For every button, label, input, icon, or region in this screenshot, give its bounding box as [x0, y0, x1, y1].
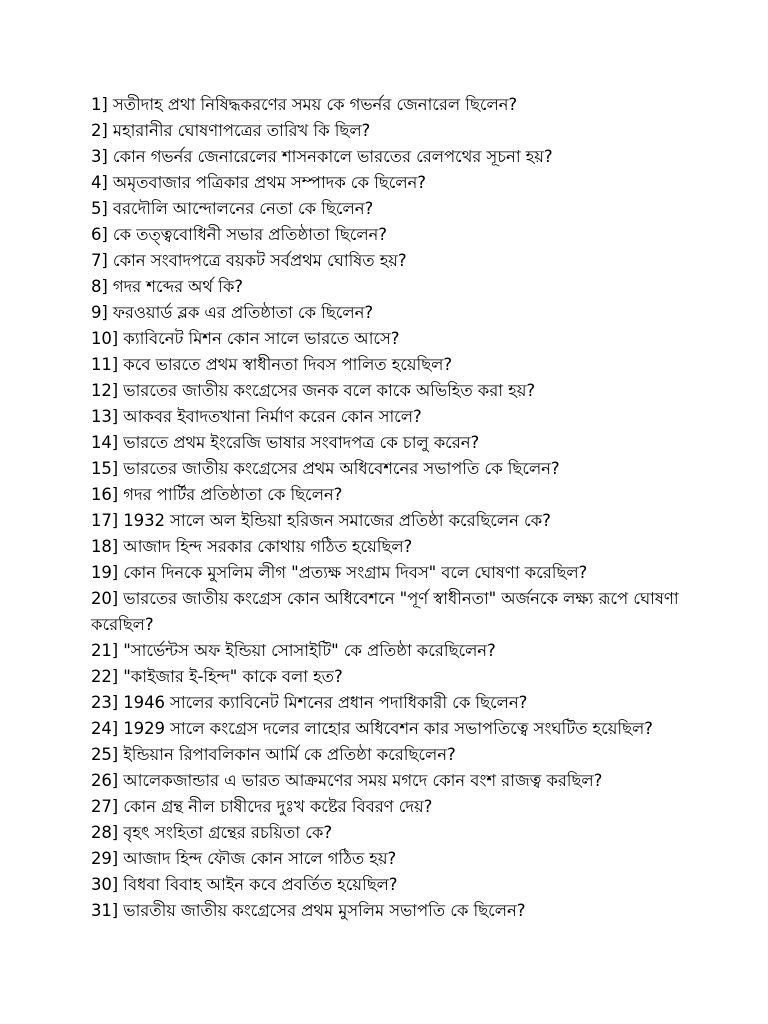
question-item: 3] কোন গভর্নর জেনারেলের শাসনকালে ভারতের রেলপথের সূচনা হয়? [91, 147, 553, 166]
question-list [91, 92, 691, 924]
question-item: 24] 1929 সালে কংগ্রেস দলের লাহোর অধিবেশন কার সভাপতিত্বে সংঘটিত হয়েছিল? [91, 719, 653, 738]
question-item: 20] ভারতের জাতীয় কংগ্রেস কোন অধিবেশনে "পূর্ণ স্বাধীনতা" অর্জনকে লক্ষ্য রূপে ঘোষণা করেছিল? [91, 589, 679, 634]
question-item: 5] বরদৌলি আন্দোলনের নেতা কে ছিলেন? [91, 199, 374, 218]
question-item: 23] 1946 সালের ক্যাবিনেট মিশনের প্রধান পদাধিকারী কে ছিলেন? [91, 693, 528, 712]
question-item: 4] অমৃতবাজার পত্রিকার প্রথম সম্পাদক কে ছিলেন? [91, 173, 426, 192]
question-item: 18] আজাদ হিন্দ সরকার কোথায় গঠিত হয়েছিল? [91, 537, 413, 556]
question-item: 28] বৃহৎ সংহিতা গ্রন্থের রচয়িতা কে? [91, 823, 332, 842]
question-item: 17] 1932 সালে অল ইন্ডিয়া হরিজন সমাজের প্রতিষ্ঠা করেছিলেন কে? [91, 511, 551, 530]
question-item: 27] কোন গ্রন্থ নীল চাষীদের দুঃখ কষ্টের বিবরণ দেয়? [91, 797, 433, 816]
question-item: 22] "কাইজার ই-হিন্দ" কাকে বলা হত? [91, 667, 343, 686]
question-item: 14] ভারতে প্রথম ইংরেজি ভাষার সংবাদপত্র কে চালু করেন? [91, 433, 480, 452]
question-item: 9] ফরওয়ার্ড ব্লক এর প্রতিষ্ঠাতা কে ছিলেন? [91, 303, 374, 322]
question-item: 13] আকবর ইবাদতখানা নির্মাণ করেন কোন সালে? [91, 407, 422, 426]
question-item: 30] বিধবা বিবাহ আইন কবে প্রবর্তিত হয়েছিল? [91, 875, 398, 894]
question-item: 8] গদর শব্দের অর্থ কি? [91, 277, 243, 296]
question-item: 2] মহারানীর ঘোষণাপত্রের তারিখ কি ছিল? [91, 121, 371, 140]
question-item: 31] ভারতীয় জাতীয় কংগ্রেসের প্রথম মুসলিম সভাপতি কে ছিলেন? [91, 901, 526, 920]
question-item: 7] কোন সংবাদপত্রে বয়কট সর্বপ্রথম ঘোষিত হয়? [91, 251, 407, 270]
question-item: 21] "সার্ভেন্টস অফ ইন্ডিয়া সোসাইটি" কে প্রতিষ্ঠা করেছিলেন? [91, 641, 496, 660]
question-item: 29] আজাদ হিন্দ ফৌজ কোন সালে গঠিত হয়? [91, 849, 397, 868]
question-item: 10] ক্যাবিনেট মিশন কোন সালে ভারতে আসে? [91, 329, 400, 348]
question-item: 25] ইন্ডিয়ান রিপাবলিকান আর্মি কে প্রতিষ্ঠা করেছিলেন? [91, 745, 456, 764]
question-item: 16] গদর পার্টির প্রতিষ্ঠাতা কে ছিলেন? [91, 485, 343, 504]
question-item: 15] ভারতের জাতীয় কংগ্রেসের প্রথম অধিবেশনের সভাপতি কে ছিলেন? [91, 459, 560, 478]
question-item: 19] কোন দিনকে মুসলিম লীগ "প্রত্যক্ষ সংগ্রাম দিবস" বলে ঘোষণা করেছিল? [91, 563, 588, 582]
question-item: 26] আলেকজান্ডার এ ভারত আক্রমণের সময় মগদে কোন বংশ রাজত্ব করছিল? [91, 771, 603, 790]
question-item: 1] সতীদাহ প্রথা নিষিদ্ধকরণের সময় কে গভর্নর জেনারেল ছিলেন? [91, 95, 518, 114]
question-item: 12] ভারতের জাতীয় কংগ্রেসের জনক বলে কাকে অভিহিত করা হয়? [91, 381, 535, 400]
question-item: 6] কে তত্ত্ববোধিনী সভার প্রতিষ্ঠাতা ছিলেন? [91, 225, 387, 244]
question-item: 11] কবে ভারতে প্রথম স্বাধীনতা দিবস পালিত হয়েছিল? [91, 355, 452, 374]
